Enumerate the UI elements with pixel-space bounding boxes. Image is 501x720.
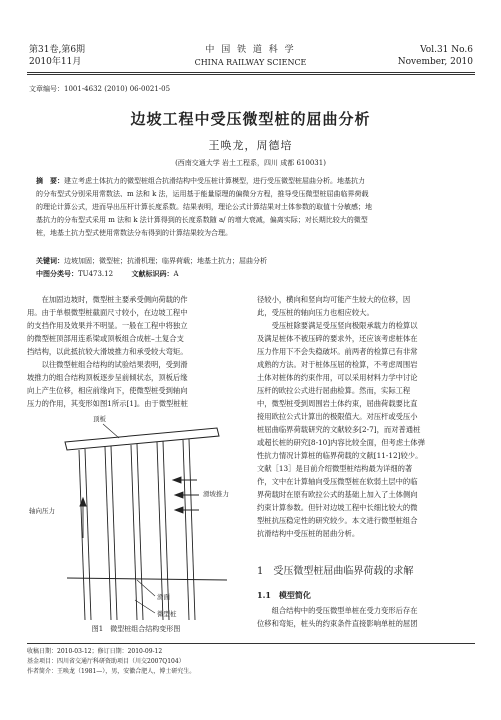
- axial-force-arrows: [80, 498, 86, 538]
- header-rule-2: [27, 74, 475, 75]
- abstract-line: 的分布型式分别采用常数法、m 法和 k 法，运用基于能量原理的偏微分方程，推导受压微型桩屈曲临界荷载: [36, 190, 369, 198]
- text-line: 压杆的欧拉公式进行屈曲检算。然而，实际工程: [257, 386, 411, 395]
- text-line: 受压桩除要满足受压竖向极限承载力的检算以: [271, 321, 418, 330]
- section-1-heading: 1 受压微型桩屈曲临界荷载的求解: [257, 566, 414, 577]
- affiliation: (西南交通大学 岩土工程系，四川 成都 610031): [175, 159, 326, 167]
- abstract-line: 的理论计算公式，进而导出压杆计算长度系数。结果表明，理论公式计算结果对土体参数的取值十分敏感；地: [36, 203, 372, 211]
- slip-leader: [137, 580, 155, 596]
- article-number: 文章编号：1001-4632 (2010) 06-0021-05: [29, 85, 171, 93]
- text-line: 挡结构，以此抵抗较大滑坡推力和承受较大弯矩。: [27, 347, 188, 356]
- text-line: 坡推力的组合结构顶板逐步呈前倾状态，顶板后缘: [27, 373, 188, 382]
- left-column-text: [27, 293, 245, 410]
- text-line: 约束计算参数。但针对边坡工程中长细比较大的微: [257, 503, 418, 512]
- label-micropile: 微型桩: [157, 610, 177, 618]
- footnote-author: 作者简介：王唤龙（1981—），男，安徽合肥人，博士研究生。: [27, 668, 196, 675]
- label-axial-force: 轴向压力: [29, 507, 55, 515]
- text-line: 性抗力情况计算桩的临界荷载的文献[11-12]较少。: [257, 451, 423, 460]
- date-cn: 2010年11月: [29, 57, 82, 67]
- pile-leader: [135, 600, 155, 613]
- text-line: 径较小，横向和竖向均可能产生较大的位移，因: [257, 295, 411, 304]
- abstract-line: 建立考虑土体抗力的微型桩组合抗滑结构中受压桩计算模型，进行受压微型桩屈曲分析。地基抗力: [64, 177, 365, 185]
- volume-issue-en: Vol.31 No.6: [420, 45, 473, 55]
- classification: [36, 268, 466, 280]
- figure-1: [27, 415, 245, 635]
- text-line: 作，文中在计算轴向受压微型桩在软弱土层中的临: [257, 477, 418, 486]
- clc-code: TU473.12: [78, 270, 114, 278]
- text-line: 压力的作用，其变形如图1所示[1]。由于微型桩桩: [27, 399, 188, 408]
- doc-code: A: [173, 270, 179, 278]
- abstract-line: 桩，地基土抗力型式使用常数法分布得到的计算结果较为合理。: [36, 229, 232, 237]
- journal-name-en: CHINA RAILWAY SCIENCE: [194, 58, 307, 67]
- right-column-text-2: [257, 604, 475, 630]
- label-slip-surface: 滑面: [157, 593, 170, 601]
- subsection-1-1-heading: 1.1 模型简化: [257, 590, 311, 600]
- text-line: 或超长桩的研究[8-10]内容比较全面，但考虑土体弹: [257, 438, 426, 447]
- text-line: 的微型桩顶部用连系梁或顶板组合成桩–土复合支: [27, 334, 184, 343]
- footnote-received: 收稿日期：2010-03-12；修订日期：2010-09-12: [27, 648, 163, 655]
- top-plate: [65, 428, 219, 450]
- text-line: 位移和弯矩，桩头的约束条件直接影响单桩的屈团: [257, 619, 418, 628]
- abstract-line: 基抗力的分布型式采用 m 法和 k 法计算得到的长度系数随 a/ 的增大衰减，偏离实际；对长期比较大的微型: [36, 216, 368, 224]
- paper-title: 边坡工程中受压微型桩的屈曲分析: [130, 110, 371, 128]
- text-line: 界荷载时在原有欧拉公式的基础上加入了土体侧向: [257, 490, 418, 499]
- footnotes: [27, 647, 475, 677]
- text-line: 文献［13］是目前介绍微型桩结构最为详细的著: [257, 464, 413, 473]
- right-column-text: [257, 293, 475, 540]
- piles: [79, 439, 195, 620]
- text-line: 压力作用下不会失稳破坏。前两者的检算已有非常: [257, 347, 418, 356]
- footnote-funding: 基金项目：四川省交通厅科研资助项目（川交2007Q104）: [27, 658, 185, 665]
- text-line: 接用欧拉公式计算出的极限值大。对压杆或受压小: [257, 412, 418, 421]
- text-line: 此，受压桩的轴向压力也相应较大。: [257, 308, 374, 317]
- slip-surface: [67, 578, 227, 580]
- text-line: 在加固边坡时，微型桩主要承受侧向荷载的作: [41, 295, 188, 304]
- label-top-plate: 顶板: [93, 415, 106, 423]
- text-line: 成熟的方法。对于桩体压屈的检算，不考虑周围岩: [257, 360, 418, 369]
- text-line: 土体对桩体的约束作用，可以采用材料力学中讨论: [257, 373, 418, 382]
- keywords-text: 边坡加固；微型桩；抗滑机理；临界荷载；地基土抗力；屈曲分析: [64, 257, 267, 265]
- text-line: 及满足桩体不被压碎的要求外，还应该考虑桩体在: [257, 334, 418, 343]
- volume-issue-cn: 第31卷,第6期: [29, 45, 86, 55]
- text-line: 用。由于单根微型桩截面尺寸较小，在边坡工程中: [27, 308, 188, 317]
- journal-name-cn: 中 国 铁 道 科 学: [205, 45, 296, 55]
- text-line: 型桩抗压稳定性的研究较少。本文进行微型桩组合: [257, 516, 418, 525]
- label-landslide-push: 滑坡推力: [203, 490, 229, 498]
- landslide-push-arrows: [173, 477, 199, 513]
- keywords: [36, 255, 466, 267]
- text-line: 的支挡作用及效果并不明显。一般在工程中将独立: [27, 321, 188, 330]
- header-rule: [27, 72, 475, 73]
- keywords-label: 关键词：: [36, 256, 64, 265]
- text-line: 抗滑结构中受压桩的屈曲分析。: [257, 529, 360, 538]
- text-line: 中，微型桩受到周围岩土体约束，屈曲荷载要比直: [257, 399, 418, 408]
- plate-leader: [103, 424, 119, 438]
- authors: 王唤龙，周德培: [208, 139, 293, 152]
- figure-caption: 图1 微型桩组合结构变形图: [91, 625, 181, 633]
- abstract: [36, 174, 466, 240]
- abstract-label: 摘 要：: [36, 176, 64, 185]
- footnote-rule: [27, 643, 475, 644]
- text-line: 以往微型桩组合结构的试验结果表明，受到滑: [41, 360, 188, 369]
- clc-label: 中图分类号：: [36, 269, 78, 278]
- text-line: 组合结构中的受压微型单桩在受力变形后存在: [271, 606, 418, 615]
- text-line: 桩屈曲临界荷载研究的文献较多[2-7]，而对普通桩: [257, 425, 421, 434]
- text-line: 向上产生位移，相应前缘向下，使微型桩受到轴向: [27, 386, 188, 395]
- doc-code-label: 文献标识码：: [131, 269, 174, 278]
- figure-1-drawing: [27, 420, 245, 635]
- date-en: November, 2010: [397, 57, 473, 67]
